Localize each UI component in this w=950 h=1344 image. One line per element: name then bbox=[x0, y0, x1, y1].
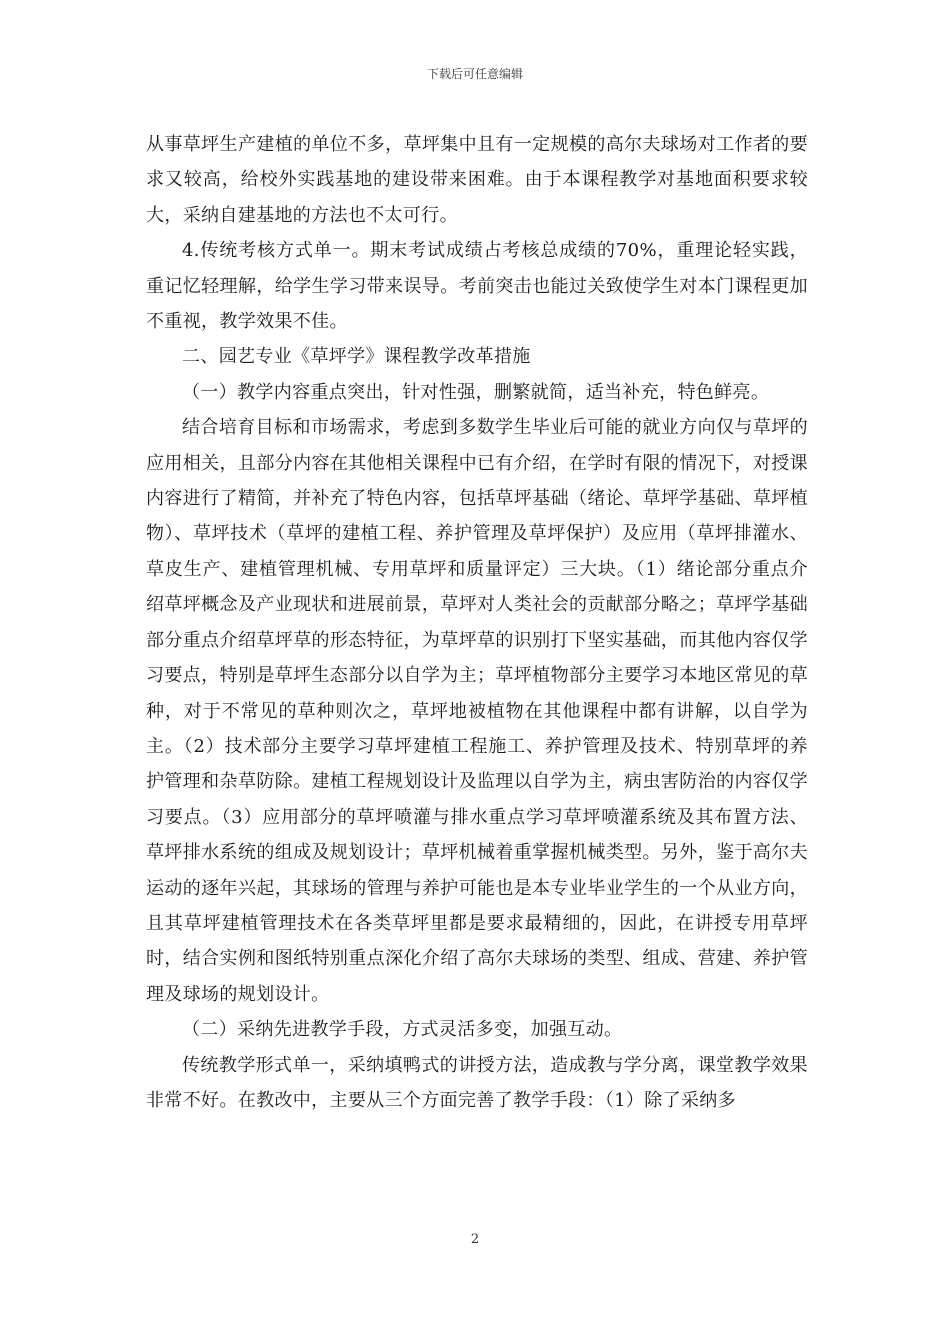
paragraph-continuation: 从事草坪生产建植的单位不多，草坪集中且有一定规模的高尔夫球场对工作者的要求又较高，给校外实践基地的建设带来困难。由于本课程教学对基地面积要求较大，采纳自建基地的方法也不太可行。 bbox=[146, 134, 808, 226]
subheading-teaching-content: （一）教学内容重点突出，针对性强，删繁就简，适当补充，特色鲜亮。 bbox=[182, 381, 770, 403]
document-body bbox=[146, 127, 808, 1118]
paragraph-teaching-content: 结合培育目标和市场需求，考虑到多数学生毕业后可能的就业方向仅与草坪的应用相关，且部分内容在其他相关课程中已有介绍，在学时有限的情况下，对授课内容进行了精简，并补充了特色内容，包括草坪基础（绪论、草坪学基础、草坪植物）、草坪技术（草坪的建植工程、养护管理及草坪保护）及应用（草坪排灌水、草皮生产、建植管理机械、专用草坪和质量评定）三大块。（1）绪论部分重点介绍草坪概念及产业现状和进展前景，草坪对人类社会的贡献部分略之；草坪学基础部分重点介绍草坪草的形态特征，为草坪草的识别打下坚实基础，而其他内容仅学习要点，特别是草坪生态部分以自学为主；草坪植物部分主要学习本地区常见的草种，对于不常见的草种则次之，草坪地被植物在其他课程中都有讲解，以自学为主。（2）技术部分主要学习草坪建植工程施工、养护管理及技术、特别草坪的养护管理和杂草防除。建植工程规划设计及监理以自学为主，病虫害防治的内容仅学习要点。（3）应用部分的草坪喷灌与排水重点学习草坪喷灌系统及其布置方法、草坪排水系统的组成及规划设计；草坪机械着重掌握机械类型。另外，鉴于高尔夫运动的逐年兴起，其球场的管理与养护可能也是本专业毕业学生的一个从业方向，且其草坪建植管理技术在各类草坪里都是要求最精细的，因此，在讲授专用草坪时，结合实例和图纸特别重点深化介绍了高尔夫球场的类型、组成、营建、养护管理及球场的规划设计。 bbox=[146, 417, 808, 1005]
page-number: 2 bbox=[470, 1232, 480, 1247]
subheading-teaching-methods: （二）采纳先进教学手段，方式灵活多变，加强互动。 bbox=[182, 1019, 623, 1041]
paragraph-assessment: 4.传统考核方式单一。期末考试成绩占考核总成绩的70%，重理论轻实践，重记忆轻理解，给学生学习带来误导。考前突击也能过关致使学生对本门课程更加不重视，教学效果不佳。 bbox=[146, 240, 808, 333]
section-heading-reform-measures: 二、园艺专业《草坪学》课程教学改革措施 bbox=[182, 346, 531, 368]
paragraph-teaching-methods: 传统教学形式单一，采纳填鸭式的讲授方法，造成教与学分离，课堂教学效果非常不好。在教改中，主要从三个方面完善了教学手段：（1）除了采纳多 bbox=[146, 1054, 808, 1111]
page-header: 下载后可任意编辑 bbox=[426, 67, 523, 81]
